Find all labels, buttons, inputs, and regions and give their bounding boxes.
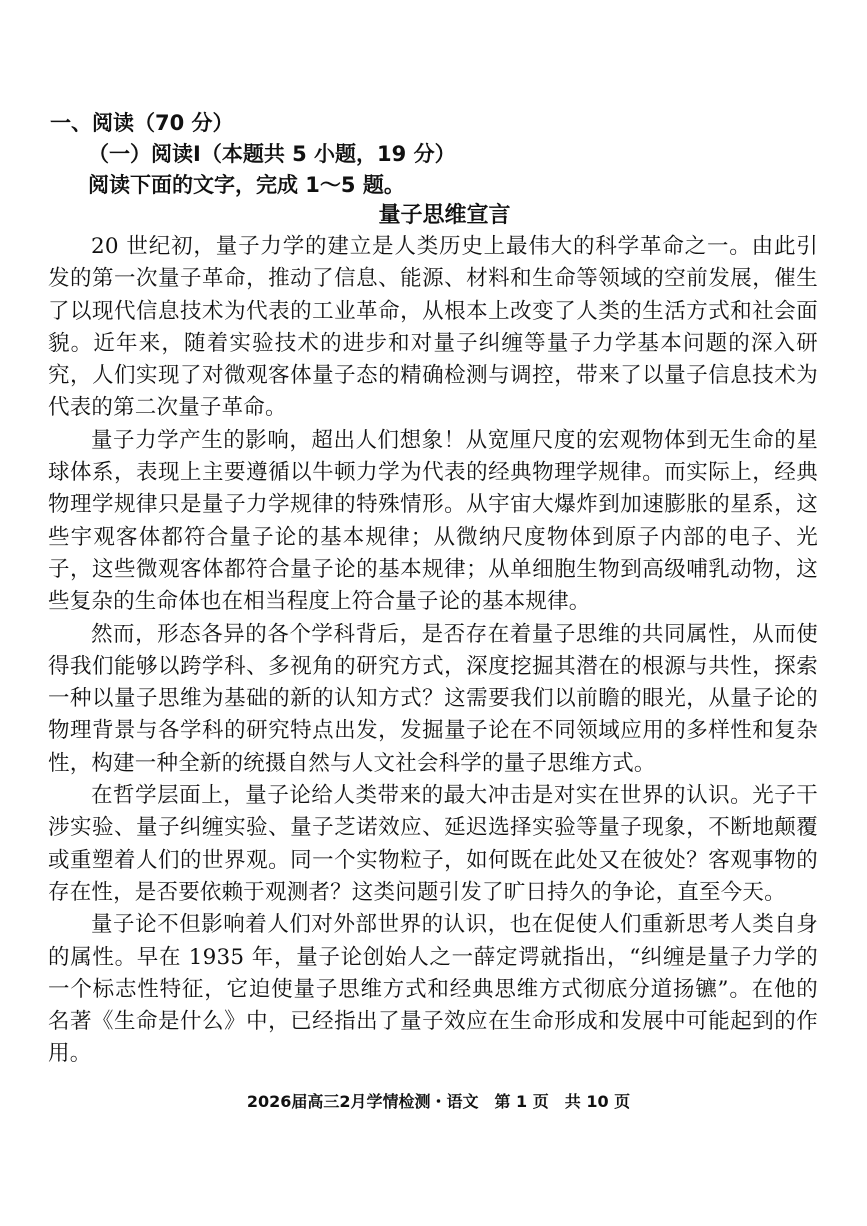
section-heading: 一、阅读（70 分）	[50, 111, 234, 135]
article-paragraph-2: 量子力学产生的影响，超出人们想象！从宽厘尺度的宏观物体到无生命的星球体系，表现上主要遵循以牛顿力学为代表的经典物理学规律。而实际上，经典物理学规律只是量子力学规律的特殊情形。从宇宙大爆炸到加速膨胀的星系，这些宇观客体都符合量子论的基本规律；从微纳尺度物体到原子内部的电子、光子，这些微观客体都符合量子论的基本规律；从单细胞生物到高级哺乳动物，这些复杂的生命体也在相当程度上符合量子论的基本规律。	[48, 427, 818, 615]
article-paragraph-4: 在哲学层面上，量子论给人类带来的最大冲击是对实在世界的认识。光子干涉实验、量子纠缠实验、量子芝诺效应、延迟选择实验等量子现象，不断地颠覆或重塑着人们的世界观。同一个实物粒子，如何既在此处又在彼处？客观事物的存在性，是否要依赖于观测者？这类问题引发了旷日持久的争论，直至今天。	[48, 783, 818, 905]
article-paragraph-5: 量子论不但影响着人们对外部世界的认识，也在促使人们重新思考人类自身的属性。早在 1935 年，量子论创始人之一薛定谔就指出，“纠缠是量子力学的一个标志性特征，它迫使量子思维方式和经典思维方式彻底分道扬镳”。在他的名著《生命是什么》中，已经指出了量子效应在生命形成和发展中可能起到的作用。	[48, 912, 818, 1067]
sub-section-heading: （一）阅读Ⅰ（本题共 5 小题，19 分）	[88, 142, 456, 166]
page-footer: 2026届高三2月学情检测・语文 第 1 页 共 10 页	[246, 1092, 631, 1111]
article-body	[48, 231, 818, 1071]
article-paragraph-1: 20 世纪初，量子力学的建立是人类历史上最伟大的科学革命之一。由此引发的第一次量子革命，推动了信息、能源、材料和生命等领域的空前发展，催生了以现代信息技术为代表的工业革命，从根本上改变了人类的生活方式和社会面貌。近年来，随着实验技术的进步和对量子纠缠等量子力学基本问题的深入研究，人们实现了对微观客体量子态的精确检测与调控，带来了以量子信息技术为代表的第二次量子革命。	[48, 234, 818, 421]
article-paragraph-3: 然而，形态各异的各个学科背后，是否存在着量子思维的共同属性，从而使得我们能够以跨学科、多视角的研究方式，深度挖掘其潜在的根源与共性，探索一种以量子思维为基础的新的认知方式？这需要我们以前瞻的眼光，从量子论的物理背景与各学科的研究特点出发，发掘量子论在不同领域应用的多样性和复杂性，构建一种全新的统摄自然与人文社会科学的量子思维方式。	[48, 621, 818, 776]
reading-instruction: 阅读下面的文字，完成 1～5 题。	[88, 173, 405, 197]
article-title: 量子思维宣言	[378, 203, 511, 228]
